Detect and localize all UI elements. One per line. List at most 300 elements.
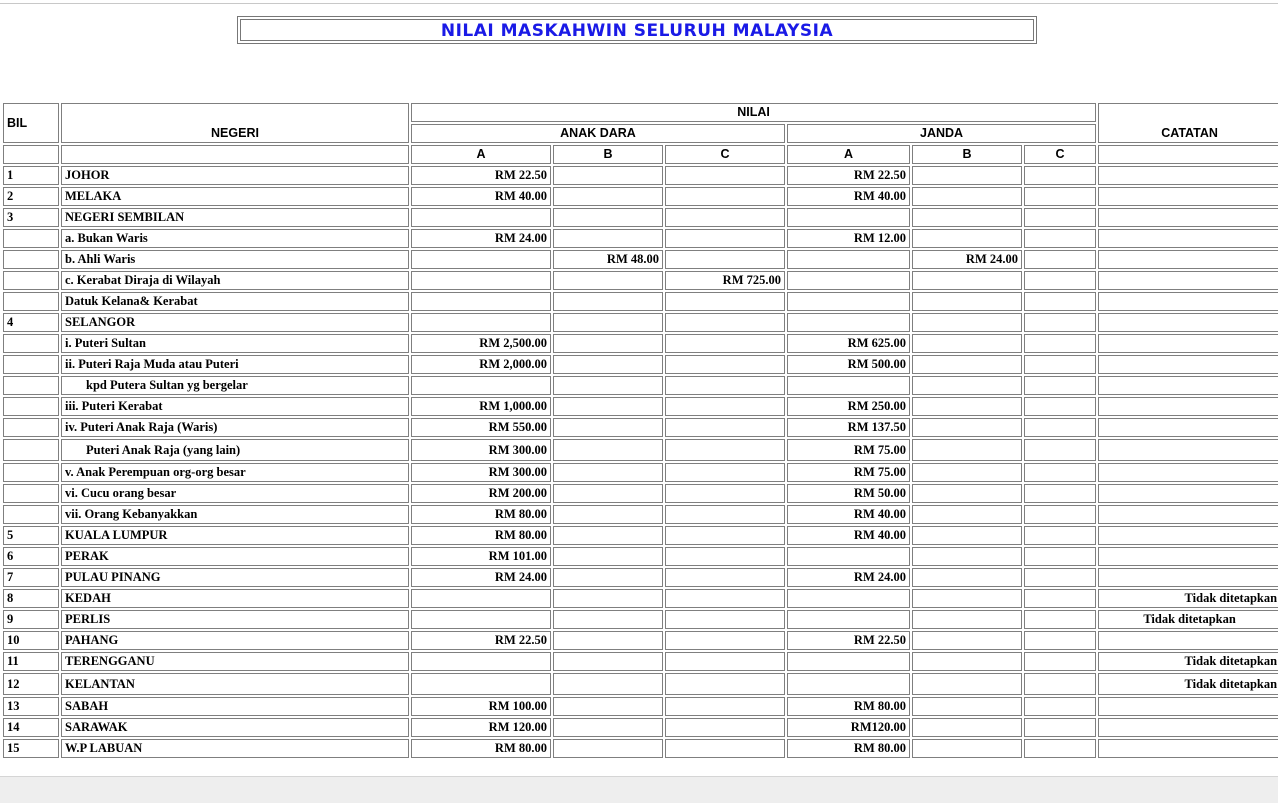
table-row [3,439,1278,461]
cell-anak-dara-b [553,166,663,185]
cell-janda-a [787,589,910,608]
cell-janda-b [912,313,1022,332]
header-nilai: NILAI [411,103,1096,122]
cell-janda-b [912,463,1022,482]
cell-bil [3,355,59,374]
table-row [3,397,1278,416]
cell-anak-dara-b [553,463,663,482]
cell-anak-dara-b [553,505,663,524]
cell-catatan: Tidak ditetapkan [1098,589,1278,608]
cell-catatan: Tidak ditetapkan [1098,673,1278,695]
cell-negeri: kpd Putera Sultan yg bergelar [61,376,409,395]
cell-bil [3,376,59,395]
table-row [3,271,1278,290]
maskahwin-table [1,101,1278,760]
cell-janda-b [912,439,1022,461]
cell-bil: 7 [3,568,59,587]
cell-bil [3,463,59,482]
cell-anak-dara-c [665,439,785,461]
cell-janda-c [1024,313,1096,332]
cell-janda-c [1024,718,1096,737]
cell-janda-a: RM 40.00 [787,505,910,524]
cell-bil: 14 [3,718,59,737]
cell-bil: 4 [3,313,59,332]
cell-janda-b: RM 24.00 [912,250,1022,269]
cell-negeri: a. Bukan Waris [61,229,409,248]
cell-bil: 8 [3,589,59,608]
cell-bil: 15 [3,739,59,758]
cell-janda-a: RM 625.00 [787,334,910,353]
cell-janda-b [912,484,1022,503]
cell-bil [3,250,59,269]
cell-anak-dara-a: RM 80.00 [411,505,551,524]
cell-janda-c [1024,505,1096,524]
cell-anak-dara-a [411,292,551,311]
table-row [3,334,1278,353]
header-janda-c: C [1024,145,1096,164]
cell-anak-dara-a: RM 40.00 [411,187,551,206]
cell-anak-dara-c [665,250,785,269]
cell-janda-c [1024,376,1096,395]
cell-anak-dara-b [553,292,663,311]
cell-janda-c [1024,418,1096,437]
cell-catatan [1098,697,1278,716]
cell-janda-a: RM 75.00 [787,463,910,482]
cell-negeri: ii. Puteri Raja Muda atau Puteri [61,355,409,374]
cell-janda-a: RM 80.00 [787,739,910,758]
cell-anak-dara-b [553,484,663,503]
cell-anak-dara-b [553,610,663,629]
table-row [3,313,1278,332]
cell-janda-b [912,610,1022,629]
cell-catatan [1098,463,1278,482]
table-row [3,673,1278,695]
cell-janda-a: RM 24.00 [787,568,910,587]
table-row [3,484,1278,503]
cell-janda-b [912,418,1022,437]
cell-bil: 12 [3,673,59,695]
cell-anak-dara-b [553,631,663,650]
cell-anak-dara-a: RM 550.00 [411,418,551,437]
cell-janda-b [912,631,1022,650]
cell-janda-a: RM 12.00 [787,229,910,248]
table-body [3,166,1278,758]
table-row [3,166,1278,185]
header-anak-dara-c: C [665,145,785,164]
cell-catatan [1098,292,1278,311]
cell-negeri: vii. Orang Kebanyakkan [61,505,409,524]
cell-anak-dara-c [665,568,785,587]
cell-anak-dara-a: RM 24.00 [411,568,551,587]
header-negeri: NEGERI [61,103,409,143]
cell-janda-b [912,526,1022,545]
cell-anak-dara-c [665,631,785,650]
cell-janda-a [787,292,910,311]
cell-janda-a [787,208,910,227]
table-row [3,547,1278,566]
cell-janda-a [787,652,910,671]
cell-janda-b [912,568,1022,587]
cell-janda-c [1024,547,1096,566]
cell-catatan: Tidak ditetapkan [1098,610,1278,629]
cell-anak-dara-b [553,355,663,374]
header-janda-a: A [787,145,910,164]
footer-bar [0,776,1278,803]
cell-anak-dara-c [665,463,785,482]
cell-anak-dara-c: RM 725.00 [665,271,785,290]
cell-anak-dara-a: RM 101.00 [411,547,551,566]
cell-negeri: iii. Puteri Kerabat [61,397,409,416]
cell-anak-dara-a [411,250,551,269]
cell-anak-dara-c [665,505,785,524]
cell-janda-a [787,376,910,395]
cell-anak-dara-b [553,187,663,206]
cell-anak-dara-b [553,418,663,437]
table-row [3,652,1278,671]
top-divider [0,3,1278,4]
cell-anak-dara-c [665,652,785,671]
table-row [3,250,1278,269]
cell-janda-b [912,229,1022,248]
cell-anak-dara-c [665,208,785,227]
cell-anak-dara-b [553,526,663,545]
cell-anak-dara-a: RM 22.50 [411,631,551,650]
header-janda: JANDA [787,124,1096,143]
cell-bil [3,418,59,437]
cell-janda-c [1024,166,1096,185]
cell-anak-dara-c [665,673,785,695]
cell-anak-dara-c [665,334,785,353]
cell-janda-b [912,355,1022,374]
cell-anak-dara-a: RM 200.00 [411,484,551,503]
cell-bil: 1 [3,166,59,185]
cell-anak-dara-a [411,652,551,671]
cell-janda-a [787,547,910,566]
cell-janda-c [1024,334,1096,353]
cell-anak-dara-a: RM 300.00 [411,439,551,461]
cell-janda-c [1024,292,1096,311]
header-empty-cell [3,145,59,164]
cell-janda-a: RM 40.00 [787,526,910,545]
cell-negeri: KELANTAN [61,673,409,695]
cell-janda-a [787,250,910,269]
table-row [3,505,1278,524]
cell-negeri: PULAU PINANG [61,568,409,587]
cell-anak-dara-c [665,229,785,248]
cell-catatan [1098,439,1278,461]
cell-anak-dara-a [411,673,551,695]
cell-janda-b [912,376,1022,395]
cell-janda-a [787,673,910,695]
cell-janda-a: RM 250.00 [787,397,910,416]
cell-janda-c [1024,652,1096,671]
cell-janda-c [1024,250,1096,269]
cell-anak-dara-a: RM 1,000.00 [411,397,551,416]
cell-negeri: SARAWAK [61,718,409,737]
cell-bil: 2 [3,187,59,206]
cell-bil [3,229,59,248]
cell-anak-dara-a: RM 24.00 [411,229,551,248]
cell-negeri: MELAKA [61,187,409,206]
cell-catatan [1098,166,1278,185]
header-anak-dara: ANAK DARA [411,124,785,143]
cell-anak-dara-a: RM 2,000.00 [411,355,551,374]
cell-catatan [1098,568,1278,587]
cell-negeri: W.P LABUAN [61,739,409,758]
table-row [3,526,1278,545]
cell-anak-dara-c [665,313,785,332]
cell-catatan [1098,355,1278,374]
header-bil: BIL [3,103,59,143]
cell-catatan [1098,271,1278,290]
cell-janda-c [1024,610,1096,629]
cell-anak-dara-c [665,610,785,629]
cell-janda-b [912,589,1022,608]
cell-janda-c [1024,673,1096,695]
cell-anak-dara-c [665,166,785,185]
cell-anak-dara-c [665,697,785,716]
cell-janda-c [1024,271,1096,290]
cell-bil: 13 [3,697,59,716]
cell-catatan [1098,313,1278,332]
cell-anak-dara-c [665,376,785,395]
cell-bil: 6 [3,547,59,566]
table-row [3,631,1278,650]
cell-catatan [1098,418,1278,437]
cell-anak-dara-b [553,397,663,416]
cell-negeri: v. Anak Perempuan org-org besar [61,463,409,482]
cell-janda-b [912,292,1022,311]
cell-janda-a: RM 75.00 [787,439,910,461]
cell-negeri: PERAK [61,547,409,566]
cell-negeri: i. Puteri Sultan [61,334,409,353]
cell-anak-dara-c [665,739,785,758]
cell-catatan [1098,505,1278,524]
cell-janda-a: RM 22.50 [787,631,910,650]
cell-anak-dara-a [411,589,551,608]
cell-janda-c [1024,589,1096,608]
header-empty-cell [1098,145,1278,164]
header-empty-cell [61,145,409,164]
cell-janda-b [912,271,1022,290]
table-row [3,739,1278,758]
cell-janda-a [787,313,910,332]
cell-anak-dara-a: RM 22.50 [411,166,551,185]
cell-catatan [1098,250,1278,269]
cell-anak-dara-b: RM 48.00 [553,250,663,269]
cell-anak-dara-b [553,208,663,227]
cell-catatan [1098,376,1278,395]
cell-bil: 11 [3,652,59,671]
cell-anak-dara-a: RM 120.00 [411,718,551,737]
table-row [3,187,1278,206]
table-row [3,418,1278,437]
cell-janda-a [787,271,910,290]
cell-anak-dara-a [411,271,551,290]
cell-janda-a: RM120.00 [787,718,910,737]
cell-anak-dara-c [665,589,785,608]
cell-anak-dara-a [411,208,551,227]
cell-negeri: vi. Cucu orang besar [61,484,409,503]
cell-catatan [1098,718,1278,737]
cell-janda-c [1024,187,1096,206]
cell-catatan: Tidak ditetapkan [1098,652,1278,671]
table-row [3,229,1278,248]
cell-catatan [1098,547,1278,566]
cell-bil: 3 [3,208,59,227]
cell-anak-dara-b [553,652,663,671]
table-row [3,589,1278,608]
cell-anak-dara-c [665,292,785,311]
cell-bil [3,484,59,503]
table-row [3,697,1278,716]
cell-anak-dara-c [665,397,785,416]
cell-anak-dara-b [553,334,663,353]
cell-negeri: c. Kerabat Diraja di Wilayah [61,271,409,290]
cell-janda-b [912,547,1022,566]
cell-anak-dara-a: RM 80.00 [411,739,551,758]
header-janda-b: B [912,145,1022,164]
cell-bil [3,292,59,311]
cell-catatan [1098,484,1278,503]
table-row [3,355,1278,374]
cell-negeri: SELANGOR [61,313,409,332]
cell-anak-dara-b [553,313,663,332]
cell-janda-b [912,166,1022,185]
cell-negeri: b. Ahli Waris [61,250,409,269]
cell-janda-b [912,673,1022,695]
cell-catatan [1098,229,1278,248]
cell-janda-b [912,718,1022,737]
cell-anak-dara-c [665,418,785,437]
table-row [3,568,1278,587]
cell-anak-dara-c [665,187,785,206]
cell-anak-dara-b [553,739,663,758]
cell-janda-c [1024,463,1096,482]
cell-catatan [1098,208,1278,227]
cell-janda-b [912,334,1022,353]
header-anak-dara-a: A [411,145,551,164]
cell-janda-c [1024,568,1096,587]
cell-anak-dara-a [411,376,551,395]
cell-anak-dara-b [553,718,663,737]
cell-anak-dara-c [665,547,785,566]
cell-janda-c [1024,355,1096,374]
cell-bil [3,439,59,461]
cell-negeri: NEGERI SEMBILAN [61,208,409,227]
cell-anak-dara-b [553,568,663,587]
header-catatan: CATATAN [1098,103,1278,143]
cell-anak-dara-a [411,610,551,629]
cell-negeri: KEDAH [61,589,409,608]
table-row [3,292,1278,311]
cell-janda-a [787,610,910,629]
cell-janda-c [1024,484,1096,503]
cell-anak-dara-b [553,271,663,290]
cell-janda-b [912,397,1022,416]
cell-anak-dara-b [553,697,663,716]
cell-bil [3,397,59,416]
page-title: NILAI MASKAHWIN SELURUH MALAYSIA [240,19,1034,41]
cell-catatan [1098,631,1278,650]
cell-janda-c [1024,739,1096,758]
cell-negeri: TERENGGANU [61,652,409,671]
cell-janda-c [1024,697,1096,716]
cell-janda-c [1024,526,1096,545]
cell-janda-c [1024,208,1096,227]
cell-catatan [1098,334,1278,353]
cell-janda-c [1024,439,1096,461]
cell-janda-c [1024,397,1096,416]
cell-negeri: SABAH [61,697,409,716]
cell-janda-c [1024,631,1096,650]
cell-anak-dara-c [665,484,785,503]
cell-negeri: Puteri Anak Raja (yang lain) [61,439,409,461]
cell-janda-b [912,505,1022,524]
cell-anak-dara-b [553,547,663,566]
cell-bil: 9 [3,610,59,629]
cell-bil: 10 [3,631,59,650]
table-row [3,463,1278,482]
cell-anak-dara-b [553,229,663,248]
cell-janda-a: RM 80.00 [787,697,910,716]
cell-janda-a: RM 22.50 [787,166,910,185]
cell-negeri: PERLIS [61,610,409,629]
cell-negeri: Datuk Kelana& Kerabat [61,292,409,311]
cell-catatan [1098,397,1278,416]
cell-janda-a: RM 137.50 [787,418,910,437]
cell-janda-b [912,739,1022,758]
cell-janda-b [912,697,1022,716]
table-row [3,208,1278,227]
cell-anak-dara-a: RM 100.00 [411,697,551,716]
header-anak-dara-b: B [553,145,663,164]
cell-anak-dara-b [553,589,663,608]
cell-anak-dara-a: RM 2,500.00 [411,334,551,353]
cell-janda-a: RM 40.00 [787,187,910,206]
cell-bil [3,334,59,353]
cell-anak-dara-a: RM 80.00 [411,526,551,545]
title-frame [237,16,1037,44]
cell-janda-b [912,208,1022,227]
cell-bil: 5 [3,526,59,545]
cell-janda-a: RM 500.00 [787,355,910,374]
cell-bil [3,505,59,524]
cell-janda-c [1024,229,1096,248]
cell-negeri: KUALA LUMPUR [61,526,409,545]
cell-janda-a: RM 50.00 [787,484,910,503]
cell-janda-b [912,652,1022,671]
cell-negeri: PAHANG [61,631,409,650]
table-row [3,376,1278,395]
cell-catatan [1098,526,1278,545]
table-row [3,718,1278,737]
cell-negeri: JOHOR [61,166,409,185]
cell-anak-dara-a: RM 300.00 [411,463,551,482]
cell-anak-dara-b [553,673,663,695]
cell-anak-dara-b [553,439,663,461]
cell-anak-dara-a [411,313,551,332]
cell-janda-b [912,187,1022,206]
cell-bil [3,271,59,290]
cell-anak-dara-c [665,355,785,374]
cell-catatan [1098,739,1278,758]
cell-catatan [1098,187,1278,206]
cell-anak-dara-c [665,526,785,545]
cell-anak-dara-c [665,718,785,737]
table-row [3,610,1278,629]
cell-anak-dara-b [553,376,663,395]
